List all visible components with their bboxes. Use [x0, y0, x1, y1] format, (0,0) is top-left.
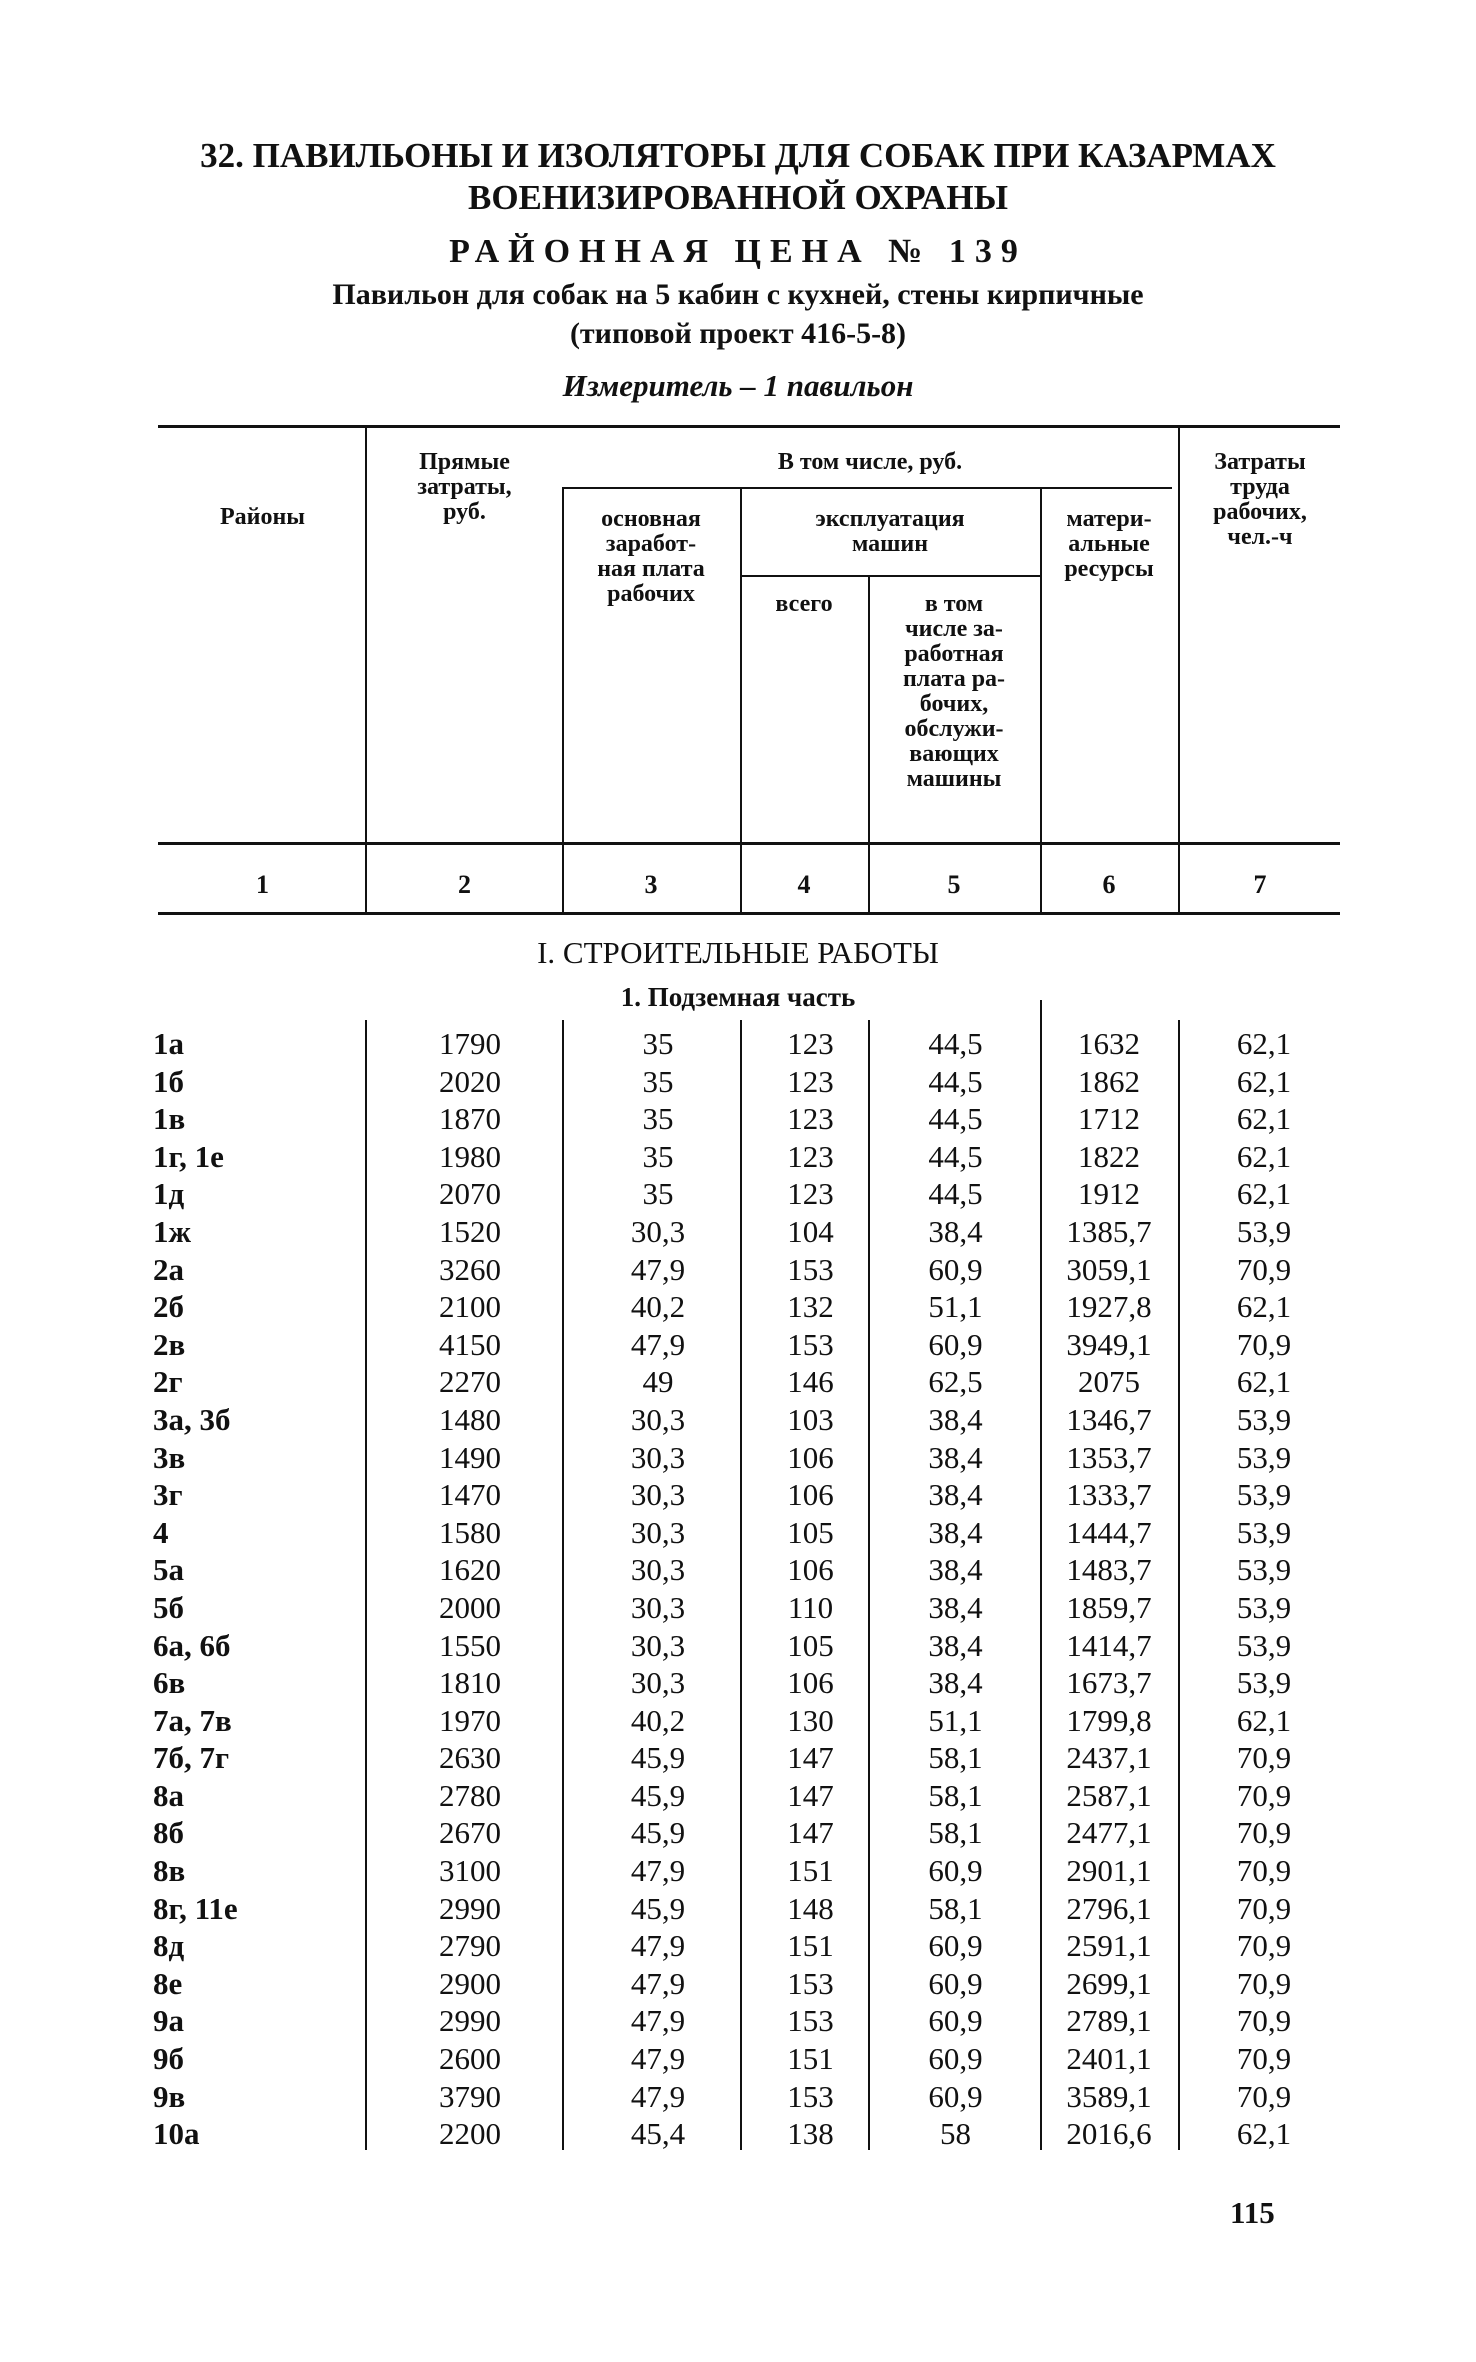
table-row: [0, 1213, 1476, 1251]
base-wages-cell: 45,9: [630, 1777, 686, 1813]
labor-costs-cell: 62,1: [1236, 1702, 1292, 1738]
district-cell: 3г: [153, 1477, 183, 1513]
labor-costs-cell: 53,9: [1236, 1589, 1292, 1625]
direct-costs-cell: 2000: [439, 1589, 501, 1625]
column-number-7: 7: [1253, 870, 1267, 899]
table-row: [0, 1138, 1476, 1176]
table-row: [0, 1852, 1476, 1890]
machines-total-cell: 147: [787, 1740, 834, 1776]
machines-wages-cell: 38,4: [928, 1439, 983, 1475]
machines-wages-cell: 44,5: [928, 1138, 983, 1174]
base-wages-cell: 47,9: [630, 1965, 686, 2001]
machines-total-cell: 110: [787, 1589, 834, 1625]
district-cell: 1в: [153, 1101, 186, 1137]
table-row: [0, 1551, 1476, 1589]
table-row: [0, 1288, 1476, 1326]
district-cell: 6в: [153, 1665, 186, 1701]
direct-costs-cell: 3260: [439, 1251, 501, 1287]
district-cell: 7а, 7в: [153, 1702, 232, 1738]
machines-total-cell: 151: [787, 2041, 834, 2077]
base-wages-cell: 47,9: [630, 1853, 686, 1889]
table-row: [0, 1702, 1476, 1740]
base-wages-cell: 45,4: [630, 2116, 686, 2152]
table-row: [0, 1363, 1476, 1401]
machines-wages-cell: 38,4: [928, 1401, 983, 1437]
column-number-5: 5: [947, 870, 961, 899]
district-cell: 8д: [153, 1928, 185, 1964]
machines-total-cell: 153: [787, 1326, 834, 1362]
project-reference: (типовой проект 416-5-8): [569, 317, 907, 350]
header-group-including: В том числе, руб.: [777, 449, 963, 475]
direct-costs-cell: 2020: [439, 1063, 501, 1099]
direct-costs-cell: 1480: [439, 1401, 501, 1437]
labor-costs-cell: 53,9: [1236, 1627, 1292, 1663]
direct-costs-cell: 1580: [439, 1514, 501, 1550]
page-number: 115: [1230, 2195, 1275, 2230]
materials-cell: 3059,1: [1066, 1251, 1152, 1287]
table-row: [0, 1514, 1476, 1552]
base-wages-cell: 35: [642, 1063, 674, 1099]
machines-total-cell: 151: [787, 1928, 834, 1964]
labor-costs-cell: 62,1: [1236, 1138, 1292, 1174]
table-top-rule: [158, 425, 1340, 428]
district-cell: 3а, 3б: [153, 1401, 231, 1437]
labor-costs-cell: 70,9: [1236, 2003, 1292, 2039]
price-title: РАЙОННАЯ ЦЕНА № 139: [449, 233, 1027, 270]
district-cell: 8а: [153, 1777, 184, 1813]
subsection-title: 1. Подземная часть: [620, 982, 856, 1012]
table-row: [0, 1965, 1476, 2003]
table-row: [0, 2040, 1476, 2078]
direct-costs-cell: 2100: [439, 1289, 501, 1325]
materials-cell: 2699,1: [1066, 1965, 1152, 2001]
machines-total-cell: 153: [787, 2003, 834, 2039]
district-cell: 8б: [153, 1815, 184, 1851]
base-wages-cell: 35: [642, 1026, 674, 1061]
materials-cell: 2789,1: [1066, 2003, 1152, 2039]
materials-cell: 1483,7: [1066, 1552, 1152, 1588]
machines-total-cell: 151: [787, 1853, 834, 1889]
direct-costs-cell: 3790: [439, 2078, 501, 2114]
labor-costs-cell: 70,9: [1236, 1928, 1292, 1964]
table-row: [0, 1814, 1476, 1852]
column-number-3: 3: [644, 870, 658, 899]
table-row: [0, 1627, 1476, 1665]
materials-cell: 1862: [1078, 1063, 1140, 1099]
base-wages-cell: 35: [642, 1138, 674, 1174]
machines-wages-cell: 60,9: [928, 1965, 983, 2001]
table-row: [0, 2078, 1476, 2116]
materials-cell: 1632: [1078, 1026, 1140, 1061]
base-wages-cell: 47,9: [630, 1251, 686, 1287]
district-cell: 10а: [153, 2116, 200, 2152]
district-cell: 2г: [153, 1364, 183, 1400]
district-cell: 8г, 11е: [153, 1890, 238, 1926]
base-wages-cell: 30,3: [630, 1627, 686, 1663]
table-row: [0, 1175, 1476, 1213]
materials-cell: 1333,7: [1066, 1477, 1152, 1513]
table-row: [0, 1664, 1476, 1702]
machines-wages-cell: 58,1: [928, 1740, 983, 1776]
labor-costs-cell: 53,9: [1236, 1477, 1292, 1513]
machines-wages-cell: 60,9: [928, 2078, 983, 2114]
machines-wages-cell: 38,4: [928, 1477, 983, 1513]
materials-cell: 1822: [1078, 1138, 1140, 1174]
base-wages-cell: 30,3: [630, 1477, 686, 1513]
labor-costs-cell: 70,9: [1236, 2041, 1292, 2077]
machines-total-cell: 146: [787, 1364, 834, 1400]
machines-total-cell: 153: [787, 2078, 834, 2114]
machines-total-cell: 123: [787, 1101, 834, 1137]
group-divider-rule: [562, 487, 1172, 489]
machines-total-cell: 153: [787, 1965, 834, 2001]
chapter-title-line-2: ВОЕНИЗИРОВАННОЙ ОХРАНЫ: [467, 178, 1009, 217]
machines-total-cell: 106: [787, 1439, 834, 1475]
machines-wages-cell: 58,1: [928, 1815, 983, 1851]
base-wages-cell: 47,9: [630, 2078, 686, 2114]
district-cell: 1б: [153, 1063, 184, 1099]
base-wages-cell: 30,3: [630, 1439, 686, 1475]
base-wages-cell: 30,3: [630, 1401, 686, 1437]
district-cell: 2а: [153, 1251, 184, 1287]
labor-costs-cell: 53,9: [1236, 1401, 1292, 1437]
materials-cell: 1912: [1078, 1176, 1140, 1212]
machines-wages-cell: 38,4: [928, 1627, 983, 1663]
base-wages-cell: 47,9: [630, 2041, 686, 2077]
direct-costs-cell: 2200: [439, 2116, 501, 2152]
machines-wages-cell: 62,5: [928, 1364, 983, 1400]
base-wages-cell: 45,9: [630, 1890, 686, 1926]
header-labor-costs: Затраты труда рабочих, чел.-ч: [1213, 449, 1307, 550]
labor-costs-cell: 53,9: [1236, 1439, 1292, 1475]
district-cell: 5а: [153, 1552, 184, 1588]
district-cell: 5б: [153, 1589, 184, 1625]
table-row: [0, 1777, 1476, 1815]
machines-wages-cell: 60,9: [928, 1251, 983, 1287]
direct-costs-cell: 1790: [439, 1026, 501, 1061]
machines-wages-cell: 44,5: [928, 1101, 983, 1137]
machines-wages-cell: 44,5: [928, 1026, 983, 1061]
materials-cell: 1385,7: [1066, 1213, 1152, 1249]
labor-costs-cell: 62,1: [1236, 1063, 1292, 1099]
direct-costs-cell: 3100: [439, 1853, 501, 1889]
direct-costs-cell: 1870: [439, 1101, 501, 1137]
direct-costs-cell: 2270: [439, 1364, 501, 1400]
labor-costs-cell: 62,1: [1236, 1176, 1292, 1212]
labor-costs-cell: 70,9: [1236, 2078, 1292, 2114]
section-title: I. СТРОИТЕЛЬНЫЕ РАБОТЫ: [537, 935, 939, 970]
materials-cell: 1353,7: [1066, 1439, 1152, 1475]
machines-total-cell: 138: [787, 2116, 834, 2152]
labor-costs-cell: 62,1: [1236, 1289, 1292, 1325]
district-cell: 1д: [153, 1176, 185, 1212]
machines-total-cell: 103: [787, 1401, 834, 1437]
table-row: [0, 1739, 1476, 1777]
base-wages-cell: 35: [642, 1176, 674, 1212]
machines-wages-cell: 60,9: [928, 2003, 983, 2039]
direct-costs-cell: 2790: [439, 1928, 501, 1964]
machines-wages-cell: 58,1: [928, 1777, 983, 1813]
base-wages-cell: 30,3: [630, 1552, 686, 1588]
table-row: [0, 1401, 1476, 1439]
column-number-6: 6: [1102, 870, 1116, 899]
direct-costs-cell: 2990: [439, 2003, 501, 2039]
district-cell: 9б: [153, 2041, 184, 2077]
table-body: [0, 1025, 1476, 2153]
district-cell: 3в: [153, 1439, 186, 1475]
materials-cell: 2437,1: [1066, 1740, 1152, 1776]
machines-total-cell: 147: [787, 1815, 834, 1851]
district-cell: 9а: [153, 2003, 184, 2039]
machines-wages-cell: 38,4: [928, 1589, 983, 1625]
base-wages-cell: 40,2: [630, 1702, 686, 1738]
base-wages-cell: 47,9: [630, 1326, 686, 1362]
machines-wages-cell: 60,9: [928, 1928, 983, 1964]
district-cell: 6а, 6б: [153, 1627, 231, 1663]
header-bottom-rule: [158, 842, 1340, 845]
materials-cell: 2591,1: [1066, 1928, 1152, 1964]
materials-cell: 2075: [1078, 1364, 1140, 1400]
machines-total-cell: 130: [787, 1702, 834, 1738]
labor-costs-cell: 62,1: [1236, 1101, 1292, 1137]
district-cell: 9в: [153, 2078, 186, 2114]
direct-costs-cell: 2900: [439, 1965, 501, 2001]
machines-wages-cell: 38,4: [928, 1213, 983, 1249]
chapter-title-line-1: 32. ПАВИЛЬОНЫ И ИЗОЛЯТОРЫ ДЛЯ СОБАК ПРИ КАЗАРМАХ: [200, 136, 1276, 175]
column-number-2: 2: [458, 870, 471, 899]
base-wages-cell: 45,9: [630, 1815, 686, 1851]
table-row: [0, 1476, 1476, 1514]
labor-costs-cell: 53,9: [1236, 1514, 1292, 1550]
materials-cell: 1673,7: [1066, 1665, 1152, 1701]
base-wages-cell: 45,9: [630, 1740, 686, 1776]
machines-wages-cell: 58,1: [928, 1890, 983, 1926]
labor-costs-cell: 53,9: [1236, 1665, 1292, 1701]
header-machines-group: эксплуатация машин: [815, 506, 965, 557]
machines-total-cell: 106: [787, 1477, 834, 1513]
labor-costs-cell: 62,1: [1236, 1026, 1292, 1061]
district-cell: 7б, 7г: [153, 1740, 230, 1776]
item-description: Павильон для собак на 5 кабин с кухней, стены кирпичные: [332, 278, 1144, 311]
labor-costs-cell: 62,1: [1236, 1364, 1292, 1400]
column-number-1: 1: [256, 870, 269, 899]
direct-costs-cell: 4150: [439, 1326, 501, 1362]
machines-total-cell: 105: [787, 1514, 834, 1550]
base-wages-cell: 30,3: [630, 1213, 686, 1249]
table-row: [0, 1890, 1476, 1928]
direct-costs-cell: 1980: [439, 1138, 501, 1174]
machines-wages-cell: 60,9: [928, 2041, 983, 2077]
machines-total-cell: 153: [787, 1251, 834, 1287]
header-direct-costs: Прямые затраты, руб.: [417, 449, 512, 525]
direct-costs-cell: 1550: [439, 1627, 501, 1663]
labor-costs-cell: 70,9: [1236, 1251, 1292, 1287]
machines-total-cell: 106: [787, 1665, 834, 1701]
materials-cell: 3949,1: [1066, 1326, 1152, 1362]
materials-cell: 2016,6: [1066, 2116, 1152, 2152]
materials-cell: 1346,7: [1066, 1401, 1152, 1437]
machines-wages-cell: 60,9: [928, 1326, 983, 1362]
district-cell: 1г, 1е: [153, 1138, 224, 1174]
machines-total-cell: 148: [787, 1890, 834, 1926]
labor-costs-cell: 70,9: [1236, 1853, 1292, 1889]
base-wages-cell: 35: [642, 1101, 674, 1137]
materials-cell: 1859,7: [1066, 1589, 1152, 1625]
direct-costs-cell: 1470: [439, 1477, 501, 1513]
base-wages-cell: 47,9: [630, 1928, 686, 1964]
base-wages-cell: 30,3: [630, 1514, 686, 1550]
labor-costs-cell: 70,9: [1236, 1890, 1292, 1926]
labor-costs-cell: 70,9: [1236, 1965, 1292, 2001]
machines-divider-rule: [740, 575, 1040, 577]
machines-wages-cell: 44,5: [928, 1063, 983, 1099]
materials-cell: 2587,1: [1066, 1777, 1152, 1813]
machines-total-cell: 132: [787, 1289, 834, 1325]
district-cell: 1а: [153, 1026, 184, 1061]
district-cell: 1ж: [153, 1213, 191, 1249]
column-numbers-bottom-rule: [158, 912, 1340, 915]
labor-costs-cell: 53,9: [1236, 1552, 1292, 1588]
header-base-wages: основная заработ- ная плата рабочих: [597, 506, 705, 607]
table-row: [0, 1927, 1476, 1965]
direct-costs-cell: 2670: [439, 1815, 501, 1851]
direct-costs-cell: 2630: [439, 1740, 501, 1776]
machines-wages-cell: 38,4: [928, 1514, 983, 1550]
machines-total-cell: 123: [787, 1138, 834, 1174]
table-row: [0, 1100, 1476, 1138]
machines-total-cell: 147: [787, 1777, 834, 1813]
header-materials: матери- альные ресурсы: [1064, 506, 1154, 582]
table-row: [0, 1589, 1476, 1627]
materials-cell: 1414,7: [1066, 1627, 1152, 1663]
materials-cell: 3589,1: [1066, 2078, 1152, 2114]
base-wages-cell: 47,9: [630, 2003, 686, 2039]
table-row: [0, 1063, 1476, 1101]
table-row: [0, 2002, 1476, 2040]
district-cell: 2б: [153, 1289, 184, 1325]
labor-costs-cell: 70,9: [1236, 1777, 1292, 1813]
machines-wages-cell: 58: [940, 2116, 971, 2152]
machines-total-cell: 123: [787, 1176, 834, 1212]
machines-wages-cell: 44,5: [928, 1176, 983, 1212]
direct-costs-cell: 1810: [439, 1665, 501, 1701]
table-row: [0, 1439, 1476, 1477]
machines-total-cell: 123: [787, 1026, 834, 1061]
header-machines-total: всего: [775, 591, 833, 617]
machines-wages-cell: 38,4: [928, 1665, 983, 1701]
table-row: [0, 1326, 1476, 1364]
direct-costs-cell: 2780: [439, 1777, 501, 1813]
materials-cell: 2401,1: [1066, 2041, 1152, 2077]
table-row: [0, 1251, 1476, 1289]
direct-costs-cell: 1490: [439, 1439, 501, 1475]
machines-total-cell: 123: [787, 1063, 834, 1099]
machines-wages-cell: 38,4: [928, 1552, 983, 1588]
machines-wages-cell: 51,1: [928, 1702, 983, 1738]
district-cell: 8в: [153, 1853, 186, 1889]
base-wages-cell: 30,3: [630, 1665, 686, 1701]
labor-costs-cell: 53,9: [1236, 1213, 1292, 1249]
labor-costs-cell: 70,9: [1236, 1326, 1292, 1362]
direct-costs-cell: 2600: [439, 2041, 501, 2077]
materials-cell: 2901,1: [1066, 1853, 1152, 1889]
table-row: [0, 1025, 1476, 1063]
machines-total-cell: 106: [787, 1552, 834, 1588]
direct-costs-cell: 1520: [439, 1213, 501, 1249]
labor-costs-cell: 62,1: [1236, 2116, 1292, 2152]
base-wages-cell: 40,2: [630, 1289, 686, 1325]
base-wages-cell: 30,3: [630, 1589, 686, 1625]
materials-cell: 1444,7: [1066, 1514, 1152, 1550]
district-cell: 2в: [153, 1326, 186, 1362]
direct-costs-cell: 2070: [439, 1176, 501, 1212]
machines-wages-cell: 51,1: [928, 1289, 983, 1325]
table-row: [0, 2115, 1476, 2153]
machines-total-cell: 105: [787, 1627, 834, 1663]
measure-unit: Измеритель – 1 павильон: [562, 368, 914, 403]
labor-costs-cell: 70,9: [1236, 1740, 1292, 1776]
district-cell: 8е: [153, 1965, 183, 2001]
materials-cell: 2796,1: [1066, 1890, 1152, 1926]
direct-costs-cell: 2990: [439, 1890, 501, 1926]
base-wages-cell: 49: [642, 1364, 674, 1400]
header-districts: Районы: [219, 504, 306, 530]
materials-cell: 2477,1: [1066, 1815, 1152, 1851]
column-number-4: 4: [797, 870, 811, 899]
materials-cell: 1712: [1078, 1101, 1140, 1137]
direct-costs-cell: 1970: [439, 1702, 501, 1738]
machines-wages-cell: 60,9: [928, 1853, 983, 1889]
district-cell: 4: [153, 1514, 169, 1550]
direct-costs-cell: 1620: [439, 1552, 501, 1588]
labor-costs-cell: 70,9: [1236, 1815, 1292, 1851]
materials-cell: 1799,8: [1066, 1702, 1152, 1738]
machines-total-cell: 104: [787, 1213, 834, 1249]
materials-cell: 1927,8: [1066, 1289, 1152, 1325]
header-machines-wages: в том числе за- работная плата ра- бочих, обслужи- вающих машины: [902, 591, 1006, 792]
